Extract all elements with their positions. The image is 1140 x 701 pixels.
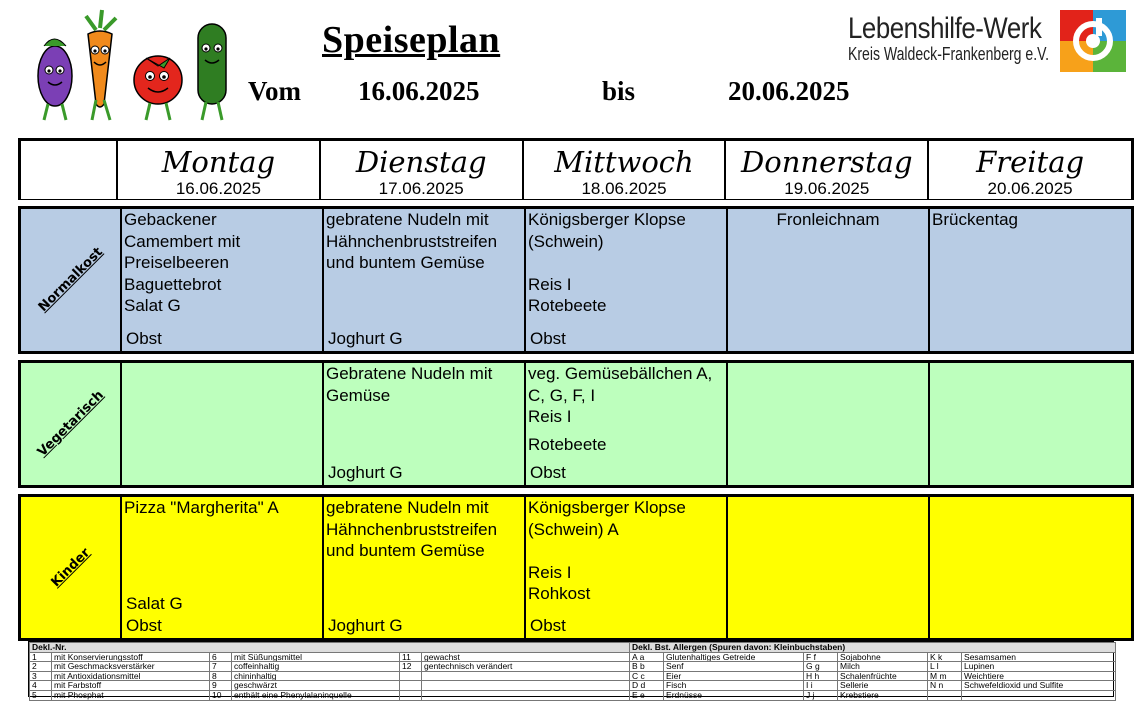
holiday-label: Fronleichnam — [776, 210, 880, 229]
meal-line: Gebratene Nudeln mit — [326, 364, 493, 383]
meal-line: gebratene Nudeln mit — [326, 498, 489, 517]
allergen-description: Weichtiere — [962, 671, 1116, 681]
dessert: Obst — [530, 462, 566, 482]
meal-line: Reis I — [528, 274, 572, 294]
allergen-description: Senf — [664, 662, 804, 672]
meal-cell-normal-wed — [525, 209, 727, 351]
legend-code: 7 — [210, 662, 232, 672]
dessert: Obst — [530, 615, 566, 635]
legend-code: 8 — [210, 671, 232, 681]
allergen-code — [928, 690, 962, 700]
legend-code: 3 — [30, 671, 52, 681]
legend-description — [422, 671, 630, 681]
meal-cell-normal-fri — [929, 209, 1131, 351]
to-date: 20.06.2025 — [728, 76, 850, 106]
legend-description: mit Geschmacksverstärker — [52, 662, 210, 672]
meal-line: Hähnchenbruststreifen — [326, 231, 498, 251]
salad: Salat G — [126, 593, 183, 613]
legend-description: gewachst — [422, 652, 630, 662]
legend-description: mit Konservierungsstoff — [52, 652, 210, 662]
legend-row — [30, 652, 1116, 662]
day-name: Dienstag — [355, 145, 487, 179]
allergen-code: G g — [804, 662, 838, 672]
organization-logo-icon — [1060, 10, 1126, 72]
day-header-thursday — [725, 141, 928, 199]
meal-line: gebratene Nudeln mit — [326, 210, 489, 229]
allergen-description: Glutenhaltiges Getreide — [664, 652, 804, 662]
allergen-code: I i — [804, 681, 838, 691]
allergen-code: K k — [928, 652, 962, 662]
legend-description — [422, 681, 630, 691]
holiday-label: Brückentag — [932, 210, 1018, 229]
from-date: 16.06.2025 — [358, 76, 480, 106]
legend-description: gentechnisch verändert — [422, 662, 630, 672]
row-label: Normalkost — [35, 244, 106, 315]
allergen-code: E e — [630, 690, 664, 700]
legend-description: geschwärzt — [232, 681, 400, 691]
meal-cell-veg-thu — [727, 363, 929, 485]
legend-row — [30, 671, 1116, 681]
vegetarisch-row — [18, 360, 1134, 488]
row-label-cell — [21, 363, 121, 485]
corner-cell — [21, 141, 117, 199]
allergen-description: Sesamsamen — [962, 652, 1116, 662]
meal-cell-kids-fri — [929, 497, 1131, 638]
meal-line-spacer — [528, 252, 724, 274]
meal-cell-veg-mon — [121, 363, 323, 485]
legend-description: mit Süßungsmittel — [232, 652, 400, 662]
from-label: Vom — [248, 76, 302, 106]
allergen-code: B b — [630, 662, 664, 672]
day-header-friday — [928, 141, 1131, 199]
logo-line-2: Kreis Waldeck-Frankenberg e.V. — [848, 44, 1050, 64]
allergen-code: D d — [630, 681, 664, 691]
legend-description: mit Antioxidationsmittel — [52, 671, 210, 681]
allergen-code: F f — [804, 652, 838, 662]
meal-cell-kids-wed — [525, 497, 727, 638]
meal-line: Pizza "Margherita" A — [124, 498, 279, 517]
to-label: bis — [602, 76, 636, 106]
dessert: Obst — [126, 615, 162, 635]
dessert: Obst — [530, 328, 566, 348]
legend-code: 12 — [400, 662, 422, 672]
meal-cell-kids-mon — [121, 497, 323, 638]
meal-line: Gebackener — [124, 210, 217, 229]
legend-description: coffeinhaltig — [232, 662, 400, 672]
day-header-wednesday — [523, 141, 726, 199]
meal-line: Rotebeete — [528, 434, 607, 454]
allergen-description: Erdnüsse — [664, 690, 804, 700]
meal-cell-veg-tue — [323, 363, 525, 485]
day-date: 18.06.2025 — [581, 179, 667, 198]
meal-line: Königsberger Klopse — [528, 498, 686, 517]
meal-cell-normal-mon — [121, 209, 323, 351]
day-name: Freitag — [976, 145, 1085, 179]
allergen-description: Eier — [664, 671, 804, 681]
legend-description: chininhaltig — [232, 671, 400, 681]
allergen-description: Fisch — [664, 681, 804, 691]
cucumber-icon — [198, 24, 226, 120]
allergen-description — [962, 690, 1116, 700]
meal-line: Salat G — [124, 296, 181, 315]
row-label: Kinder — [48, 544, 94, 590]
day-date: 19.06.2025 — [784, 179, 870, 198]
allergen-code: A a — [630, 652, 664, 662]
meal-line: Preiselbeeren — [124, 253, 229, 272]
meal-cell-veg-wed — [525, 363, 727, 485]
allergen-code: J j — [804, 690, 838, 700]
vegetable-characters-illustration — [30, 8, 245, 128]
meal-line: veg. Gemüsebällchen A, — [528, 364, 713, 383]
page-title: Speiseplan — [322, 19, 501, 61]
legend-code: 6 — [210, 652, 232, 662]
allergen-description: Sojabohne — [838, 652, 928, 662]
row-label: Vegetarisch — [34, 387, 107, 460]
normalkost-row — [18, 206, 1134, 354]
legend-code — [400, 671, 422, 681]
row-label-cell — [21, 209, 121, 351]
meal-line: Reis I — [528, 407, 572, 426]
day-name: Montag — [161, 145, 276, 179]
meal-cell-veg-fri — [929, 363, 1131, 485]
kinder-row — [18, 494, 1134, 641]
allergen-code: L l — [928, 662, 962, 672]
meal-line: (Schwein) A — [528, 519, 619, 539]
carrot-icon — [86, 10, 116, 120]
legend-code: 2 — [30, 662, 52, 672]
logo-line-1: Lebenshilfe-Werk — [848, 12, 1042, 45]
meal-line: Königsberger Klopse — [528, 210, 686, 229]
meal-line: Reis I — [528, 562, 572, 582]
meal-cell-normal-tue — [323, 209, 525, 351]
meal-line: (Schwein) — [528, 231, 604, 251]
legend-description — [422, 690, 630, 700]
day-name: Mittwoch — [554, 145, 694, 179]
allergen-code: M m — [928, 671, 962, 681]
day-date: 17.06.2025 — [378, 179, 464, 198]
day-header-monday — [117, 141, 320, 199]
meal-cell-kids-thu — [727, 497, 929, 638]
legend-description: mit Farbstoff — [52, 681, 210, 691]
legend-code: 1 — [30, 652, 52, 662]
dessert: Joghurt G — [328, 328, 403, 348]
legend-row — [30, 681, 1116, 691]
dessert: Joghurt G — [328, 462, 403, 482]
legend-code: 10 — [210, 690, 232, 700]
allergen-code: N n — [928, 681, 962, 691]
meal-line: und buntem Gemüse — [326, 253, 485, 272]
legend-description: enthält eine Phenylalaninquelle — [232, 690, 400, 700]
meal-line: Baguettebrot — [124, 274, 222, 294]
meal-cell-kids-tue — [323, 497, 525, 638]
allergen-description: Schalenfrüchte — [838, 671, 928, 681]
day-header-row — [18, 138, 1134, 200]
legend-code: 9 — [210, 681, 232, 691]
eggplant-icon — [38, 39, 72, 120]
meal-line: C, G, F, I — [528, 385, 596, 405]
meal-line: Camembert mit — [124, 231, 241, 251]
row-label-cell — [21, 497, 121, 638]
legend-code — [400, 690, 422, 700]
legend-row — [30, 690, 1116, 700]
day-date: 20.06.2025 — [987, 179, 1073, 198]
meal-line: Gemüse — [326, 385, 391, 405]
legend-description: mit Phosphat — [52, 690, 210, 700]
allergen-code: C c — [630, 671, 664, 681]
allergen-description: Milch — [838, 662, 928, 672]
meal-cell-normal-thu — [727, 209, 929, 351]
legend-allergens-header: Dekl. Bst. Allergen (Spuren davon: Kleinbuchstaben) — [630, 643, 1116, 653]
allergen-description: Lupinen — [962, 662, 1116, 672]
allergen-description: Sellerie — [838, 681, 928, 691]
legend-code: 4 — [30, 681, 52, 691]
legend-row — [30, 662, 1116, 672]
allergen-legend — [28, 641, 1114, 700]
dessert: Obst — [126, 328, 162, 348]
legend-numbers-header: Dekl.-Nr. — [30, 643, 630, 653]
tomato-icon — [134, 56, 182, 120]
meal-line: Hähnchenbruststreifen — [326, 519, 498, 539]
legend-code — [400, 681, 422, 691]
allergen-code: H h — [804, 671, 838, 681]
meal-line: Rotebeete — [528, 296, 607, 315]
day-name: Donnerstag — [741, 145, 913, 179]
allergen-description: Krebstiere — [838, 690, 928, 700]
day-header-tuesday — [320, 141, 523, 199]
meal-line: und buntem Gemüse — [326, 541, 485, 560]
meal-line-spacer — [528, 540, 724, 562]
allergen-description: Schwefeldioxid und Sulfite — [962, 681, 1116, 691]
legend-code: 5 — [30, 690, 52, 700]
legend-code: 11 — [400, 652, 422, 662]
dessert: Joghurt G — [328, 615, 403, 635]
meal-line: Rohkost — [528, 584, 591, 603]
day-date: 16.06.2025 — [175, 179, 261, 198]
